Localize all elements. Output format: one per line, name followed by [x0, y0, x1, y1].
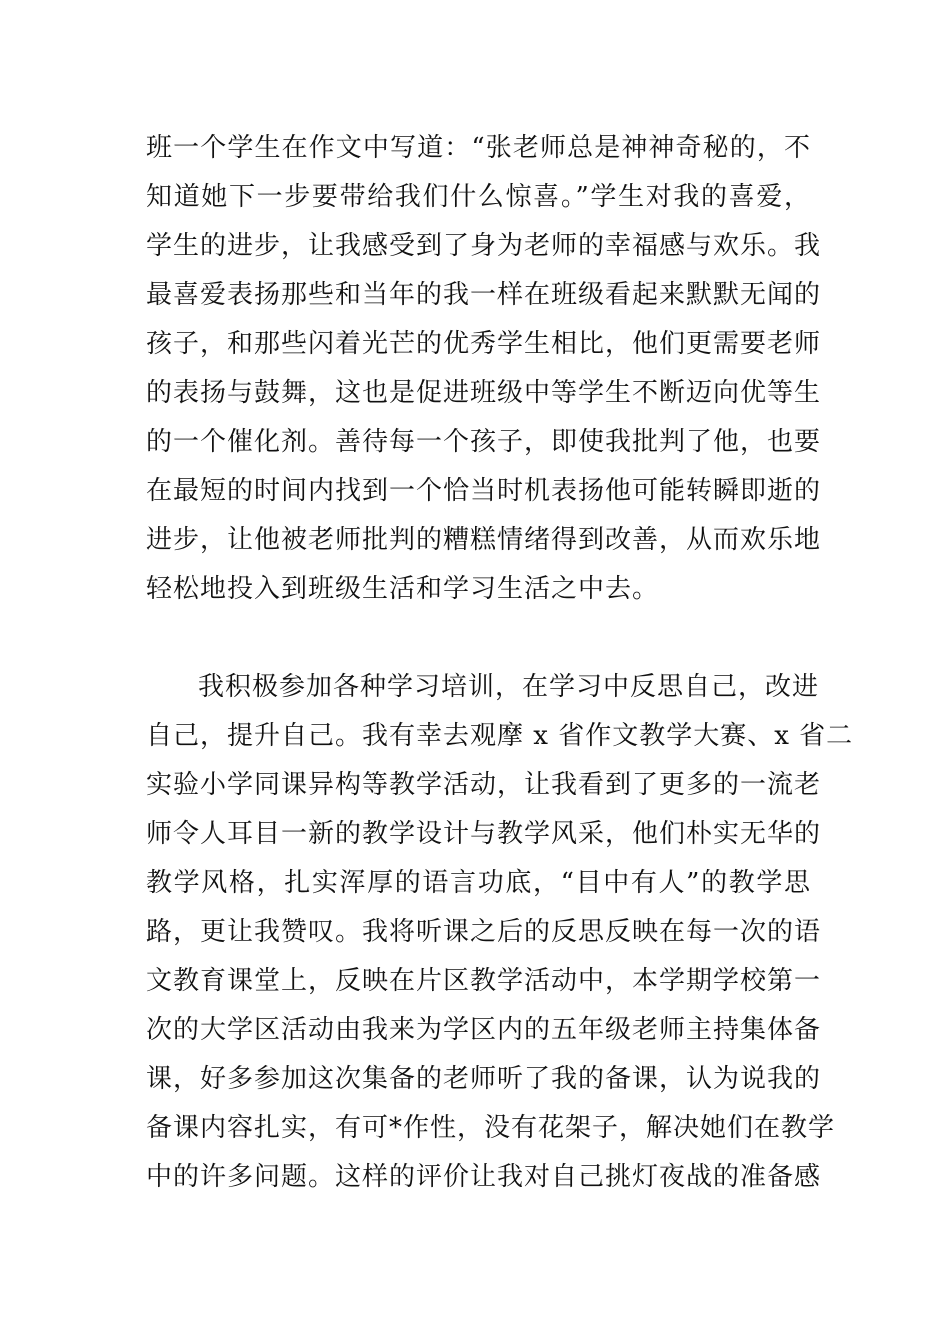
- text-line: 我积极参加各种学习培训，在学习中反思自己，改进: [198, 672, 820, 702]
- text-line: 文教育课堂上，反映在片区教学活动中，本学期学校第一: [146, 966, 822, 996]
- text-line: 教学风格，扎实浑厚的语言功底，“目中有人”的教学思: [146, 868, 811, 898]
- text-line: 进步，让他被老师批判的糟糕情绪得到改善，从而欢乐地: [146, 525, 822, 555]
- paragraph-2: [146, 663, 854, 1202]
- text-line: 自己，提升自己。我有幸去观摩 x 省作文教学大赛、x 省二: [146, 721, 854, 751]
- text-line: 在最短的时间内找到一个恰当时机表扬他可能转瞬即逝的: [146, 476, 822, 506]
- text-line: 中的许多问题。这样的评价让我对自己挑灯夜战的准备感: [146, 1162, 822, 1192]
- text-line: 的表扬与鼓舞，这也是促进班级中等学生不断迈向优等生: [146, 378, 822, 408]
- text-line: 的一个催化剂。善待每一个孩子，即使我批判了他，也要: [146, 427, 822, 457]
- text-line: 师令人耳目一新的教学设计与教学风采，他们朴实无华的: [146, 819, 822, 849]
- text-line: 次的大学区活动由我来为学区内的五年级老师主持集体备: [146, 1015, 822, 1045]
- text-line: 知道她下一步要带给我们什么惊喜。”学生对我的喜爱，: [146, 182, 811, 212]
- text-line: 实验小学同课异构等教学活动，让我看到了更多的一流老: [146, 770, 822, 800]
- text-line: 路，更让我赞叹。我将听课之后的反思反映在每一次的语: [146, 917, 822, 947]
- text-line: 班一个学生在作文中写道：“张老师总是神神奇秘的，不: [146, 133, 811, 163]
- text-line: 课，好多参加这次集备的老师听了我的备课，认为说我的: [146, 1064, 822, 1094]
- paragraph-1: [146, 124, 822, 614]
- text-line: 学生的进步，让我感受到了身为老师的幸福感与欢乐。我: [146, 231, 822, 261]
- document-body: [146, 124, 854, 1202]
- text-line: 孩子，和那些闪着光芒的优秀学生相比，他们更需要老师: [146, 329, 822, 359]
- text-line: 备课内容扎实，有可*作性，没有花架子，解决她们在教学: [146, 1113, 836, 1143]
- text-line: 最喜爱表扬那些和当年的我一样在班级看起来默默无闻的: [146, 280, 822, 310]
- text-line: 轻松地投入到班级生活和学习生活之中去。: [146, 574, 660, 604]
